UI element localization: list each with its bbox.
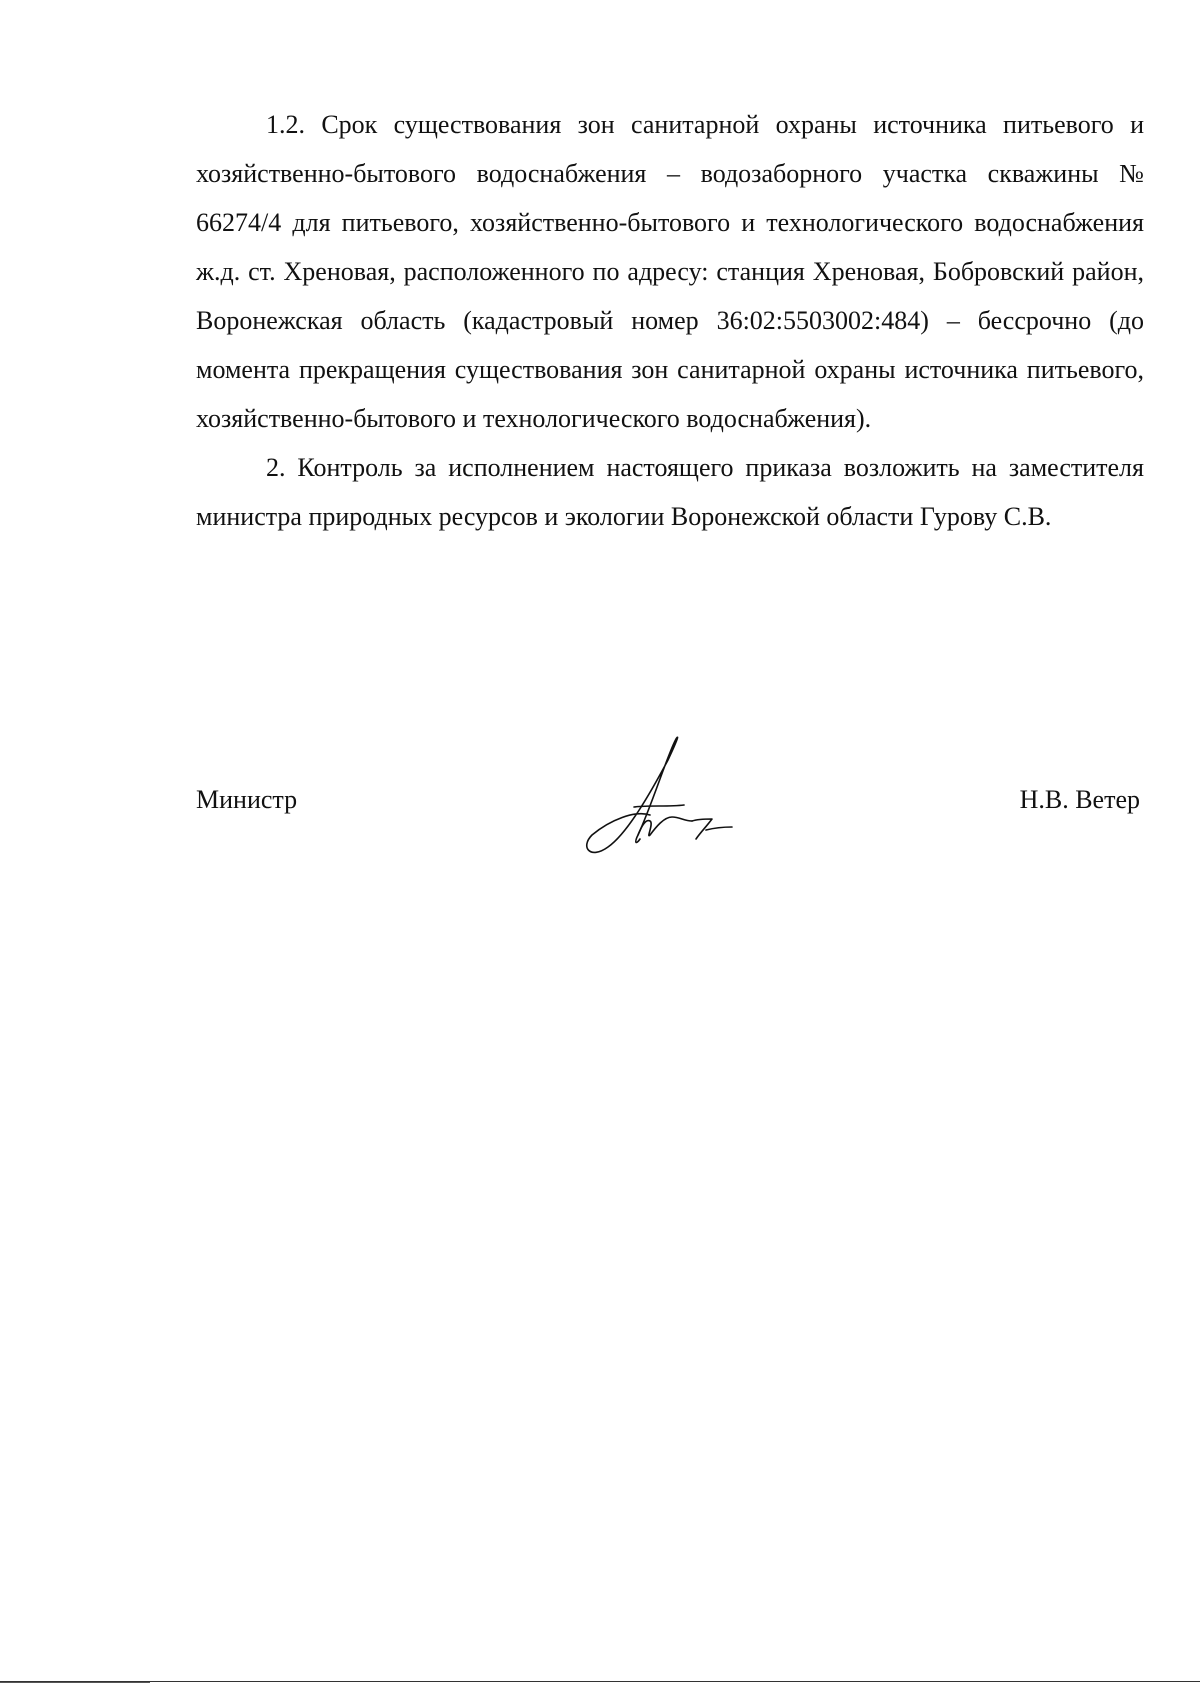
handwritten-signature (580, 735, 760, 860)
signatory-position: Министр (196, 785, 298, 814)
signatory-name: Н.В. Ветер (1019, 785, 1140, 814)
document-body (196, 100, 1144, 541)
paragraph-2: 2. Контроль за исполнением настоящего приказа возложить на заместителя министра природных ресурсов и экологии Воронежской области Гурову С.В. (196, 453, 1144, 531)
paragraph-1-2: 1.2. Срок существования зон санитарной охраны источника питьевого и хозяйственно-бытового водоснабжения – водозаборного участка скважины № 66274/4 для питьевого, хозяйственно-бытового и технологического водоснабжения ж.д. ст. Хреновая, расположенного по адресу: станция Хреновая, Бобровский район, Воронежская область (кадастровый номер 36:02:5503002:484) – бессрочно (до момента прекращения существования зон санитарной охраны источника питьевого, хозяйственно-бытового и технологического водоснабжения). (196, 110, 1144, 433)
page-bottom-rule-left (0, 1682, 150, 1683)
page-bottom-rule (0, 1681, 1200, 1682)
